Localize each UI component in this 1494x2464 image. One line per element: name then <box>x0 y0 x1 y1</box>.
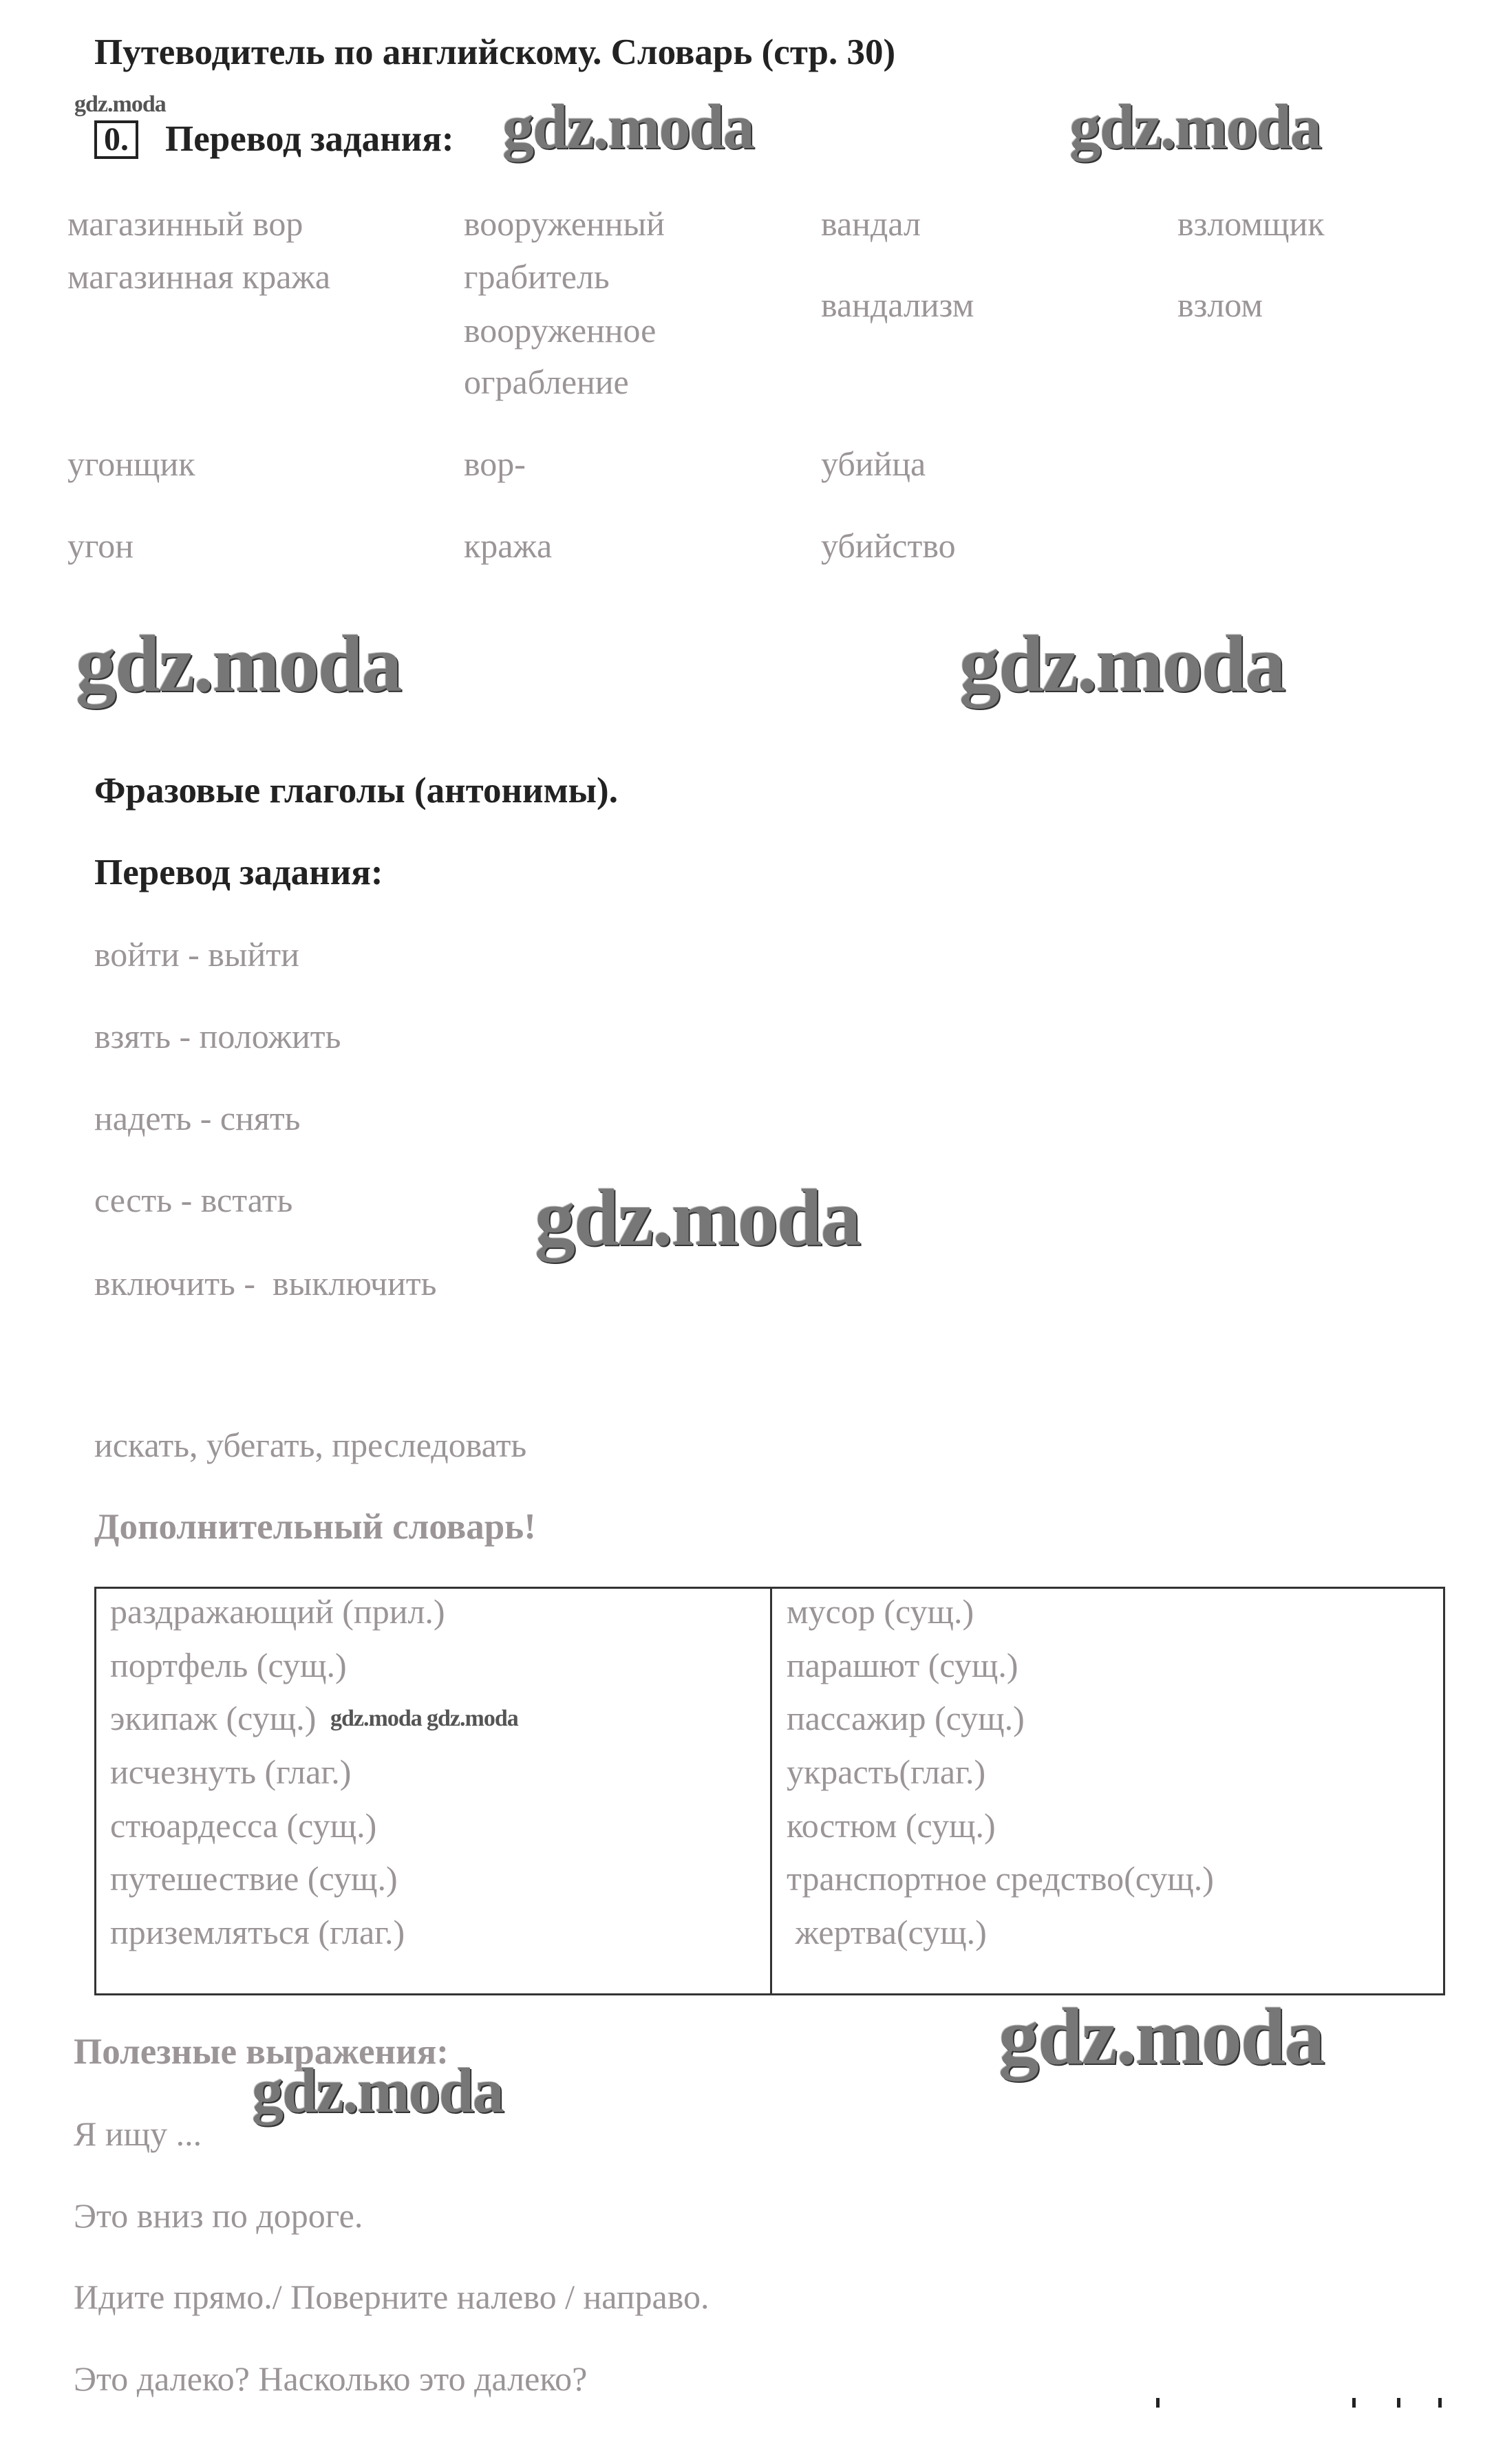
vocab-word: кража <box>464 526 553 565</box>
phrasal-item: сесть - встать <box>94 1181 293 1219</box>
vocab-word: вандализм <box>821 286 974 324</box>
useful-phrase: Это далеко? Насколько это далеко? <box>74 2359 588 2398</box>
watermark: gdz.moda <box>74 92 166 117</box>
table-cell-left: исчезнуть (глаг.) <box>110 1753 352 1791</box>
table-cell-right: парашют (сущ.) <box>787 1646 1018 1684</box>
vocab-word: угон <box>67 526 134 565</box>
phrasal-item: взять - положить <box>94 1017 341 1056</box>
vocab-word: магазинная кража <box>67 257 331 296</box>
table-divider <box>770 1589 772 1993</box>
watermark: gdz.moda <box>330 1706 422 1731</box>
task-label: Перевод задания: <box>165 119 454 159</box>
scan-mark <box>1352 2398 1356 2408</box>
watermark: gdz.moda <box>76 619 401 709</box>
vocab-word: вандал <box>821 204 921 243</box>
scan-mark <box>1156 2398 1160 2408</box>
vocab-word: убийство <box>821 526 956 565</box>
useful-phrase: Это вниз по дороге. <box>74 2196 363 2235</box>
vocab-word: убийца <box>821 444 926 483</box>
scan-mark <box>1438 2398 1442 2408</box>
table-cell-right: пассажир (сущ.) <box>787 1699 1025 1737</box>
table-cell-right: транспортное средство(сущ.) <box>787 1859 1214 1898</box>
table-cell-right: украсть(глаг.) <box>787 1753 986 1791</box>
vocab-word: вооруженный <box>464 204 665 243</box>
table-cell-left: стюардесса (сущ.) <box>110 1806 377 1845</box>
table-cell-left: раздражающий (прил.) <box>110 1592 445 1631</box>
section-heading-phrasal: Фразовые глаголы (антонимы). <box>94 771 618 811</box>
scan-mark <box>1397 2398 1400 2408</box>
table-cell-right: жертва(сущ.) <box>787 1913 987 1951</box>
section-heading-additional: Дополнительный словарь! <box>94 1507 536 1547</box>
task-number-box: 0. <box>94 120 138 159</box>
watermark: gdz.moda <box>999 1991 1324 2081</box>
table-cell-left: приземляться (глаг.) <box>110 1913 405 1951</box>
vocab-word: магазинный вор <box>67 204 303 243</box>
vocab-word: угонщик <box>67 444 195 483</box>
table-cell-left: путешествие (сущ.) <box>110 1859 398 1898</box>
table-cell-right: мусор (сущ.) <box>787 1592 974 1631</box>
vocab-word: взлом <box>1177 286 1263 324</box>
vocab-word: вор- <box>464 444 526 483</box>
phrasal-item: надеть - снять <box>94 1099 301 1137</box>
vocab-word: ограбление <box>464 363 629 401</box>
phrasal-item: войти - выйти <box>94 935 299 974</box>
watermark: gdz.moda <box>502 92 754 162</box>
watermark: gdz.moda <box>535 1172 860 1263</box>
page-title: Путеводитель по английскому. Словарь (стр. 30) <box>94 32 896 72</box>
table-cell-right: костюм (сущ.) <box>787 1806 996 1845</box>
useful-phrase: Я ищу ... <box>74 2114 202 2153</box>
watermark: gdz.moda <box>1069 92 1321 162</box>
section-heading-useful: Полезные выражения: <box>74 2032 449 2072</box>
useful-phrase: Идите прямо./ Поверните налево / направо. <box>74 2278 709 2316</box>
table-cell-left: портфель (сущ.) <box>110 1646 347 1684</box>
phrasal-extra: искать, убегать, преследовать <box>94 1426 527 1464</box>
vocab-word: вооруженное <box>464 311 657 350</box>
vocab-word: грабитель <box>464 257 610 296</box>
table-cell-left: экипаж (сущ.) <box>110 1699 317 1737</box>
watermark: gdz.moda <box>427 1706 518 1731</box>
watermark: gdz.moda <box>959 619 1285 709</box>
phrasal-item: включить - выключить <box>94 1264 437 1303</box>
task-label: Перевод задания: <box>94 853 383 892</box>
vocab-word: взломщик <box>1177 204 1325 243</box>
watermark: gdz.moda <box>252 2055 503 2125</box>
